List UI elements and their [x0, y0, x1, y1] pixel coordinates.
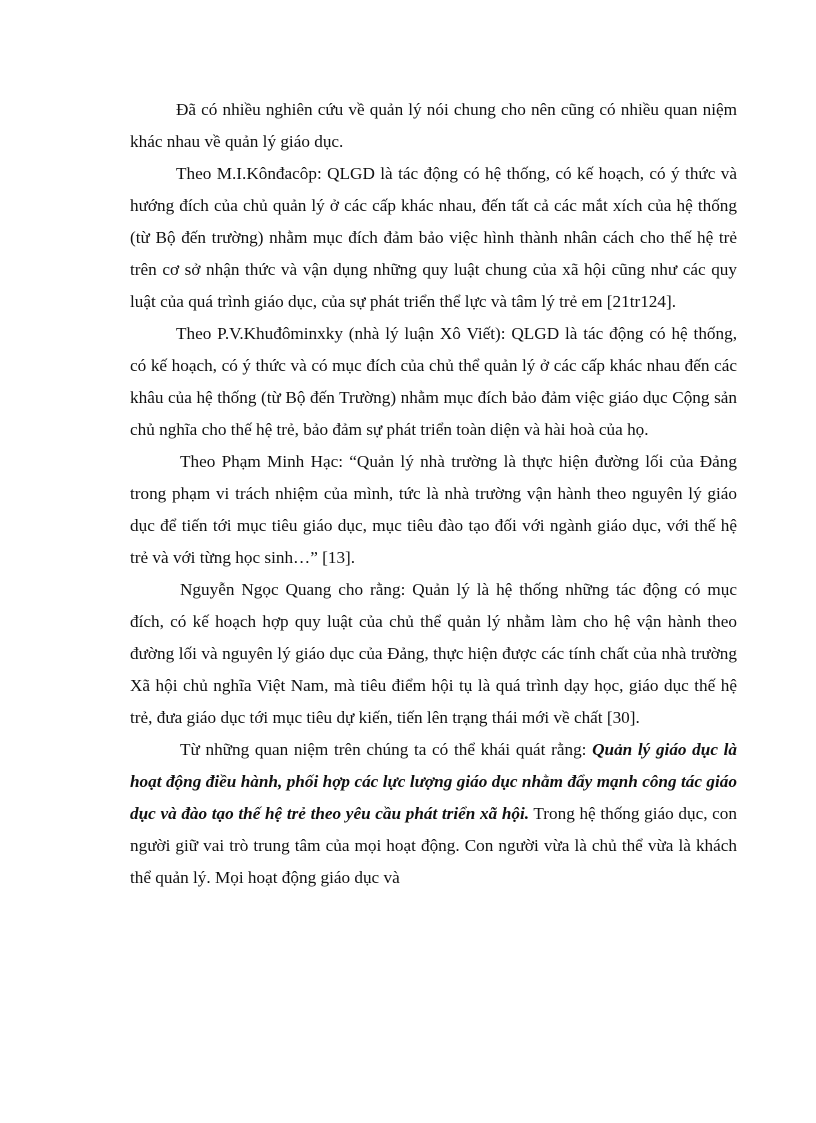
paragraph-khudominxky: Theo P.V.Khuđôminxky (nhà lý luận Xô Viết): QLGD là tác động có hệ thống, có kế hoạch, có ý thức và có mục đích của chủ thể quản lý ở các cấp khác nhau đến các khâu của hệ thống (từ Bộ đến Trường) nhằm mục đích bảo đảm việc giáo dục Cộng sản chủ nghĩa cho thế hệ trẻ, bảo đảm sự phát triển toàn diện và hài hoà của họ. — [130, 324, 737, 439]
conclusion-tail-text: Trong hệ thống giáo dục, con người giữ vai trò trung tâm của mọi hoạt động. Con người vừa là chủ thể vừa là khách thể quản lý. Mọi hoạt động giáo dục và — [130, 804, 737, 887]
document-page — [130, 94, 737, 894]
paragraph-pham-minh-hac: Theo Phạm Minh Hạc: “Quản lý nhà trường là thực hiện đường lối của Đảng trong phạm vi trách nhiệm của mình, tức là nhà trường vận hành theo nguyên lý giáo dục để tiến tới mục tiêu giáo dục, mục tiêu đào tạo đối với ngành giáo dục, với thế hệ trẻ và với từng học sinh…” [13]. — [130, 452, 737, 567]
conclusion-lead-text: Từ những quan niệm trên chúng ta có thể khái quát rằng: — [180, 740, 593, 759]
paragraph-nguyen-ngoc-quang: Nguyễn Ngọc Quang cho rằng: Quản lý là hệ thống những tác động có mục đích, có kế hoạch hợp quy luật của chủ thể quản lý nhằm làm cho hệ vận hành theo đường lối và nguyên lý giáo dục của Đảng, thực hiện được các tính chất của nhà trường Xã hội chủ nghĩa Việt Nam, mà tiêu điểm hội tụ là quá trình dạy học, giáo dục thế hệ trẻ, đưa giáo dục tới mục tiêu dự kiến, tiến lên trạng thái mới về chất [30]. — [130, 580, 737, 727]
paragraph-intro: Đã có nhiều nghiên cứu về quản lý nói chung cho nên cũng có nhiều quan niệm khác nhau về quản lý giáo dục. — [130, 100, 737, 151]
paragraph-kondacop: Theo M.I.Kônđacôp: QLGD là tác động có hệ thống, có kế hoạch, có ý thức và hướng đích của chủ quản lý ở các cấp khác nhau, đến tất cả các mắt xích của hệ thống (từ Bộ đến trường) nhằm mục đích đảm bảo việc hình thành nhân cách cho thế hệ trẻ trên cơ sở nhận thức và vận dụng những quy luật chung của xã hội cũng như các quy luật của quá trình giáo dục, của sự phát triển thể lực và tâm lý trẻ em [21tr124]. — [130, 164, 737, 311]
paragraph-conclusion — [130, 734, 737, 894]
conclusion-definition-emphasis: Quản lý giáo dục là hoạt động điều hành, phối hợp các lực lượng giáo dục nhằm đẩy mạnh công tác giáo dục và đào tạo thế hệ trẻ theo yêu cầu phát triển xã hội. — [130, 740, 737, 823]
